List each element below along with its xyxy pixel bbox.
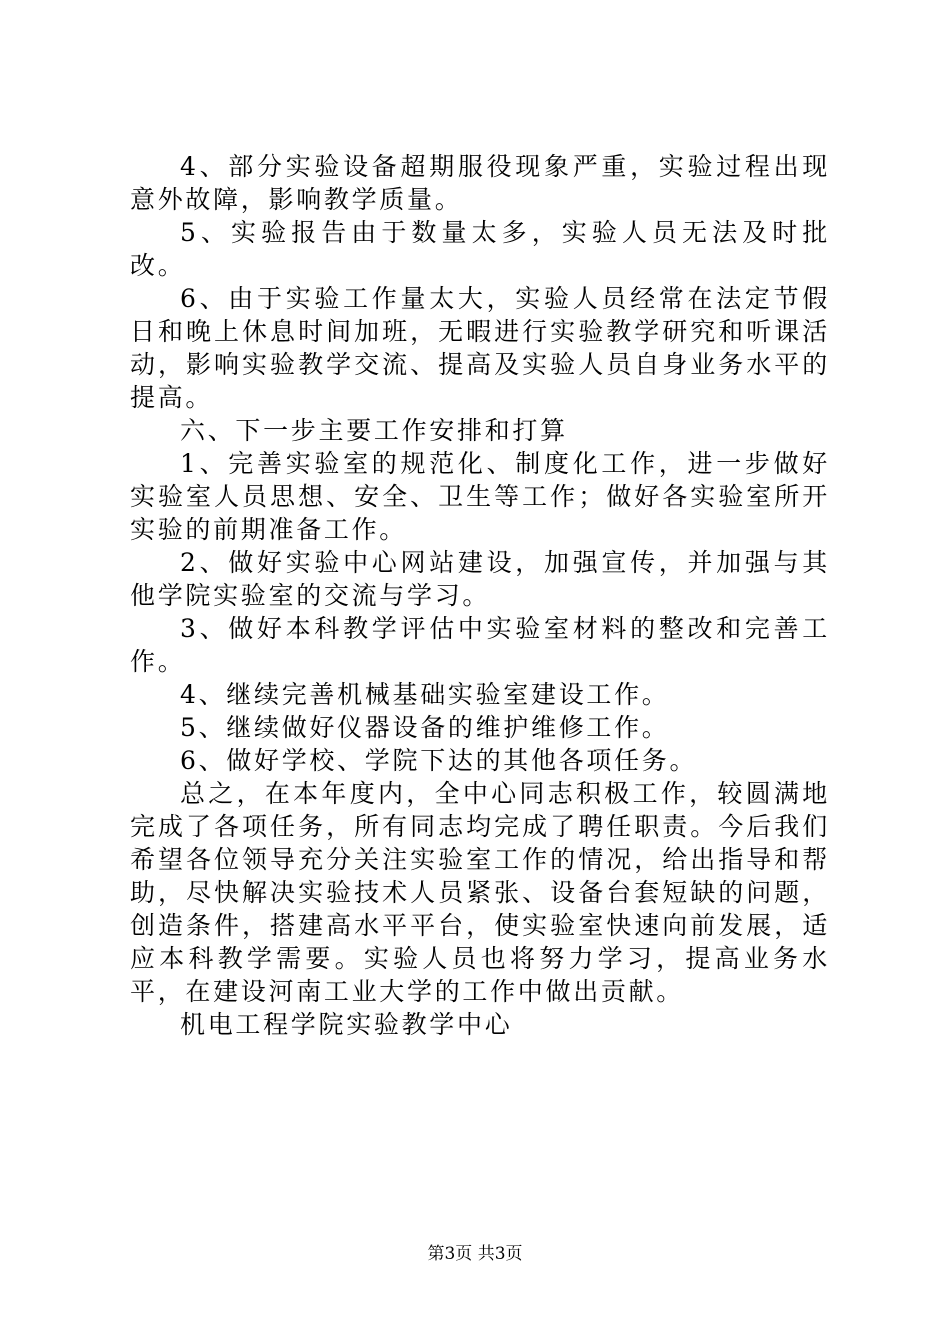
paragraph-plan-3: 3、做好本科教学评估中实验室材料的整改和完善工作。 xyxy=(130,614,830,676)
section-heading-next-steps: 六、下一步主要工作安排和打算 xyxy=(180,416,568,445)
paragraph-issue-4: 4、部分实验设备超期服役现象严重，实验过程出现意外故障，影响教学质量。 xyxy=(130,152,830,214)
page-footer: 第3页 共3页 xyxy=(427,1244,523,1264)
paragraph-conclusion: 总之，在本年度内，全中心同志积极工作，较圆满地完成了各项任务，所有同志均完成了聘任职责。今后我们希望各位领导充分关注实验室工作的情况，给出指导和帮助，尽快解决实验技术人员紧张、设备台套短缺的问题，创造条件，搭建高水平平台，使实验室快速向前发展，适应本科教学需要。实验人员也将努力学习，提高业务水平，在建设河南工业大学的工作中做出贡献。 xyxy=(130,779,830,1006)
paragraph-plan-1: 1、完善实验室的规范化、制度化工作，进一步做好实验室人员思想、安全、卫生等工作；做好各实验室所开实验的前期准备工作。 xyxy=(130,449,830,544)
paragraph-plan-2: 2、做好实验中心网站建设，加强宣传，并加强与其他学院实验室的交流与学习。 xyxy=(130,548,830,610)
document-body xyxy=(130,150,830,1041)
paragraph-issue-6: 6、由于实验工作量太大，实验人员经常在法定节假日和晚上休息时间加班，无暇进行实验教学研究和听课活动，影响实验教学交流、提高及实验人员自身业务水平的提高。 xyxy=(130,284,830,412)
paragraph-plan-4: 4、继续完善机械基础实验室建设工作。 xyxy=(180,680,670,709)
paragraph-plan-6: 6、做好学校、学院下达的其他各项任务。 xyxy=(180,746,698,775)
paragraph-plan-5: 5、继续做好仪器设备的维护维修工作。 xyxy=(180,713,670,742)
paragraph-issue-5: 5、实验报告由于数量太多，实验人员无法及时批改。 xyxy=(130,218,830,280)
signature-line: 机电工程学院实验教学中心 xyxy=(180,1010,513,1039)
